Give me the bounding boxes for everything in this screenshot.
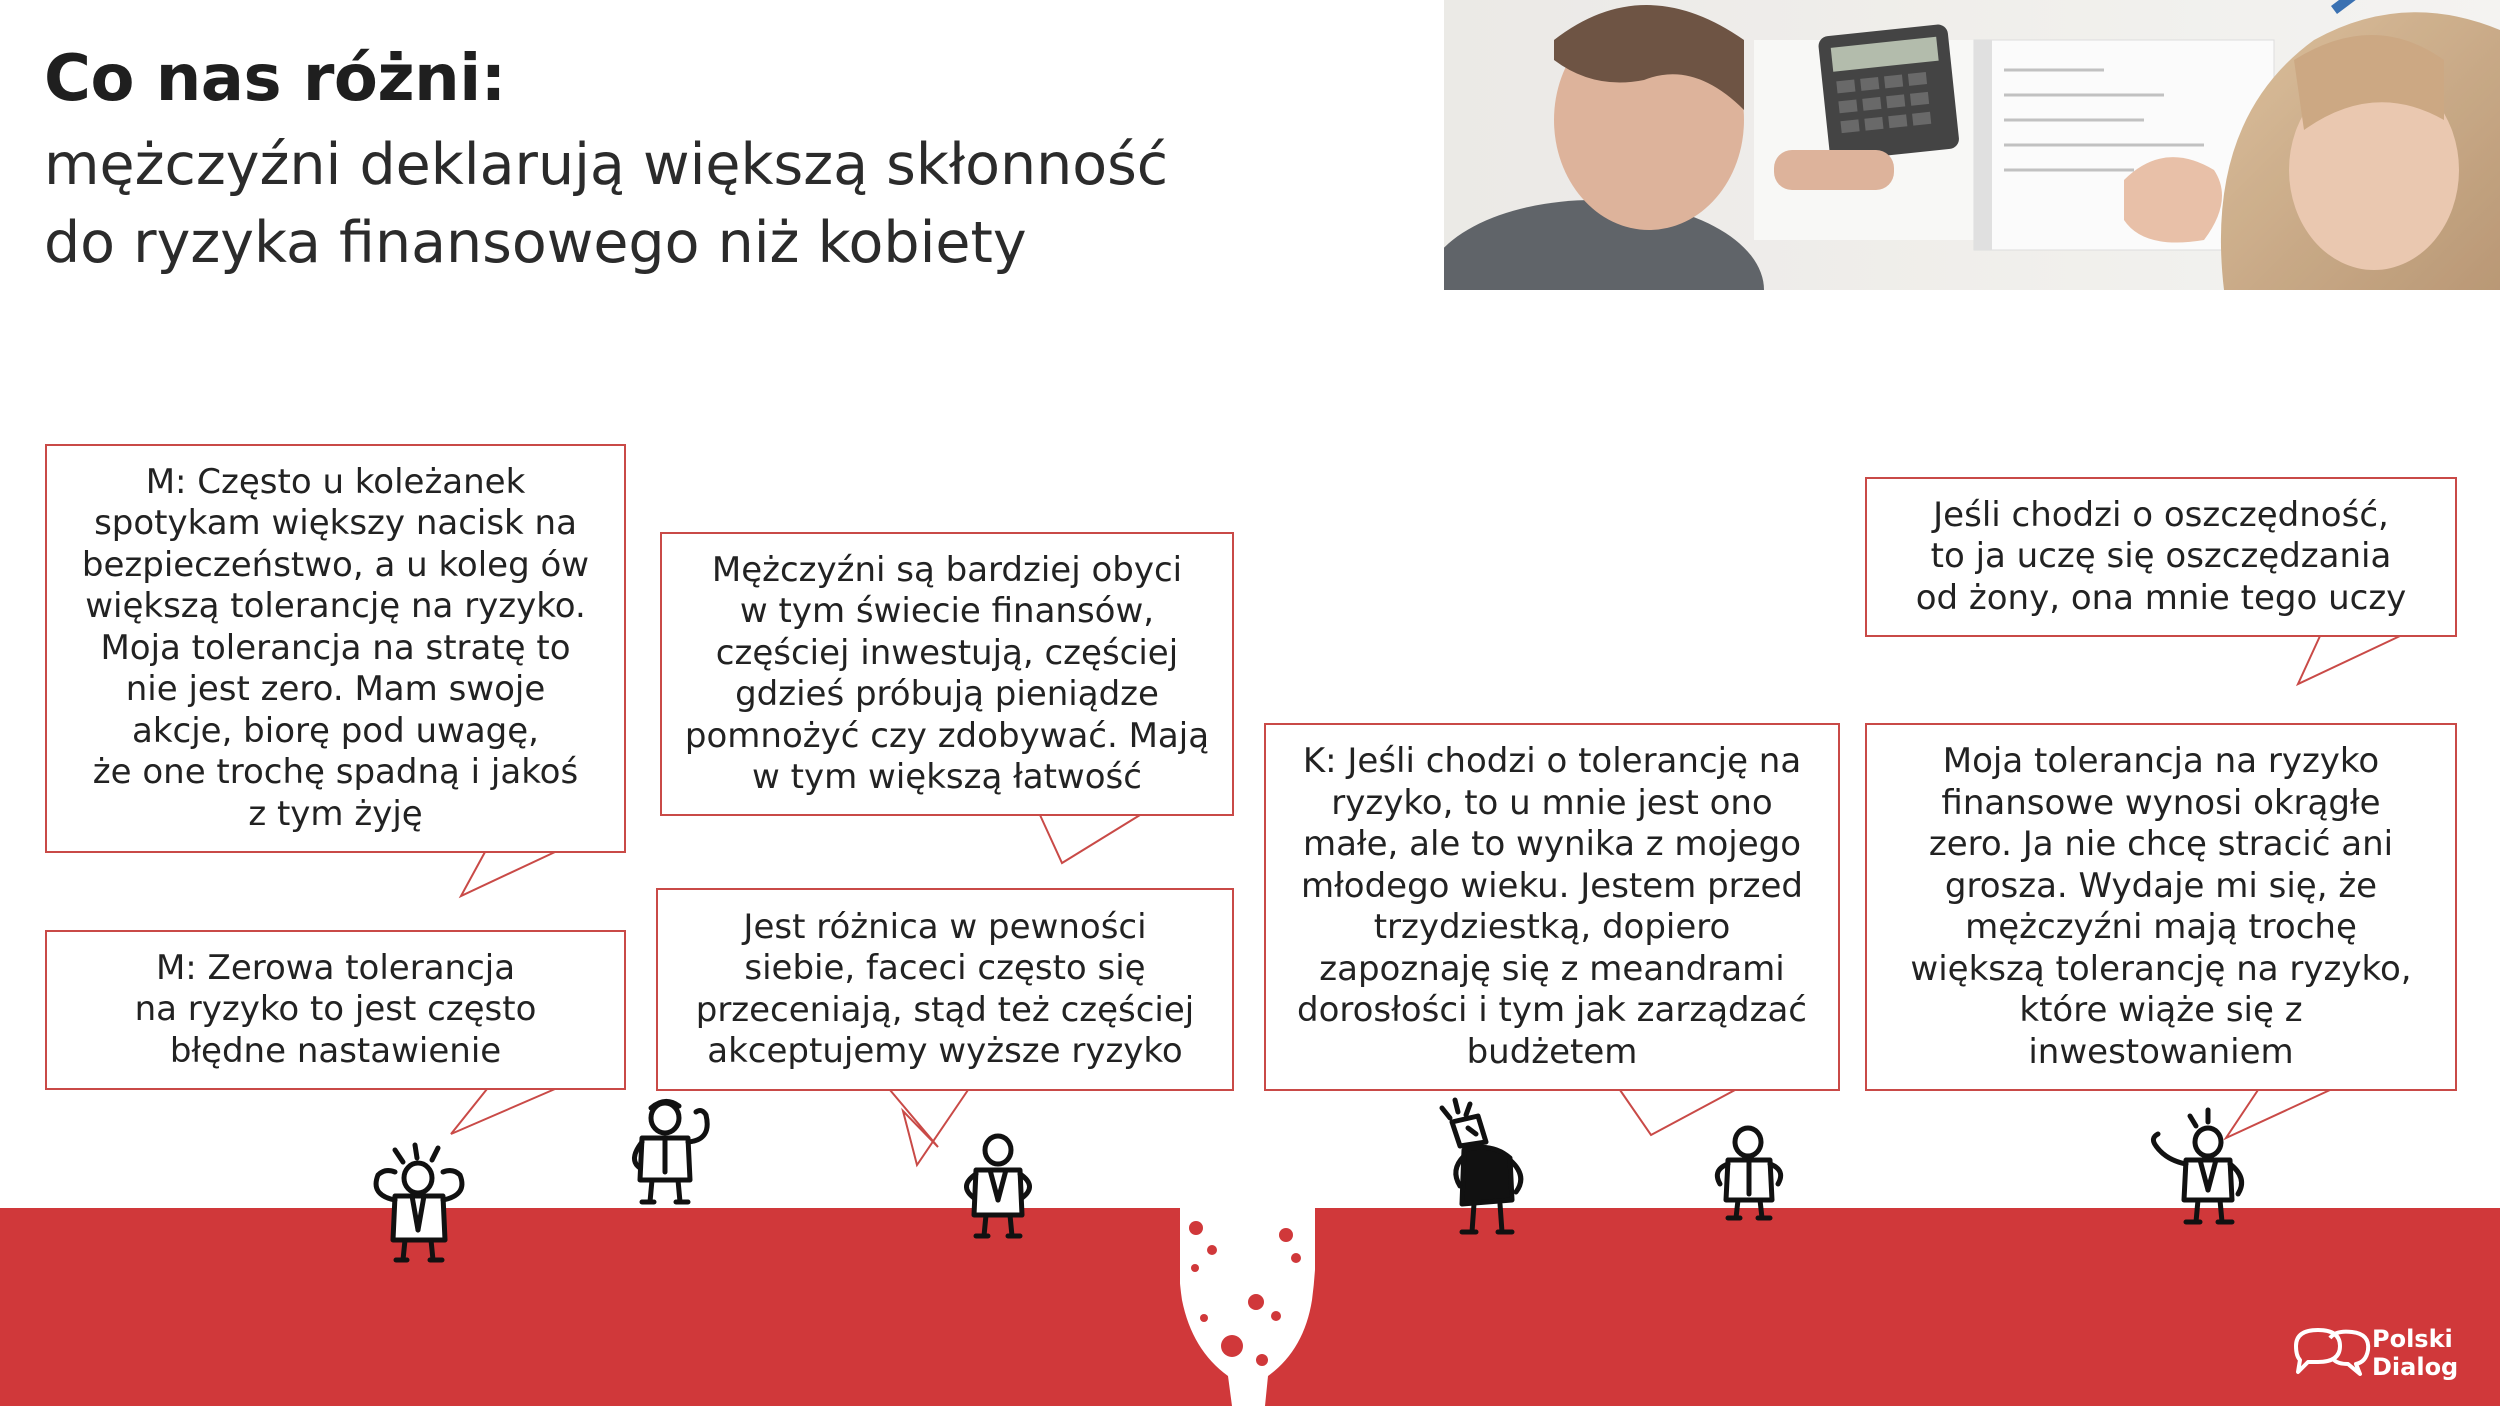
quote-line: ryzyko, to u mnie jest ono <box>1331 782 1773 823</box>
quote-line: inwestowaniem <box>2028 1031 2294 1072</box>
quote-line: Moja tolerancja na stratę to <box>100 627 571 668</box>
quote-line: mężczyźni mają trochę <box>1965 907 2357 947</box>
quote-line: M: Zerowa tolerancja <box>155 947 516 988</box>
quote-line: które wiąże się z <box>2019 990 2303 1030</box>
quote-line: bezpieczeństwo, a u koleg ów <box>81 544 590 585</box>
quote-line: młodego wieku. Jestem przed <box>1301 865 1803 906</box>
quote-line: nie jest zero. Mam swoje <box>125 669 546 710</box>
subtitle-line: mężczyźni deklarują większą skłonność <box>44 132 1169 198</box>
quote-line: przeceniają, stąd też częściej <box>695 989 1195 1030</box>
quote-line: siebie, faceci często się <box>744 948 1146 988</box>
polski-dialog-logo[interactable] <box>2372 1325 2458 1381</box>
quote-line: zapoznaję się z meandrami <box>1319 948 1785 989</box>
logo-line-1: Polski <box>2372 1325 2453 1353</box>
quote-line: dorosłości i tym jak zarządzać <box>1297 990 1807 1030</box>
quote-line: Jest różnica w pewności <box>743 906 1147 947</box>
quote-line: błędne nastawienie <box>169 1030 502 1071</box>
quote-line: spotykam większy nacisk na <box>94 503 577 544</box>
quote-line: w tym większą łatwość <box>752 757 1142 797</box>
quote-line: budżetem <box>1466 1031 1638 1072</box>
quote-line: małe, ale to wynika z mojego <box>1302 824 1802 864</box>
quote-line: z tym żyję <box>248 793 423 834</box>
quote-line: w tym świecie finansów, <box>739 591 1155 631</box>
quote-line: Mężczyźni są bardziej obyci <box>711 549 1183 590</box>
page-title: Co nas różni: <box>44 42 506 116</box>
quote-line: gdzieś próbują pieniądze <box>735 674 1159 714</box>
quote-line: trzydziestką, dopiero <box>1373 907 1731 947</box>
quote-line: K: Jeśli chodzi o tolerancję na <box>1302 741 1802 781</box>
quote-line: większą tolerancję na ryzyko. <box>85 586 586 627</box>
quote-line: Jeśli chodzi o oszczędność, <box>1933 494 2389 535</box>
subtitle-line: do ryzyka finansowego niż kobiety <box>44 210 1027 276</box>
logo-line-2: Dialog <box>2372 1353 2459 1381</box>
quote-line: pomnożyć czy zdobywać. Mają <box>684 715 1210 756</box>
figure-pointing <box>2153 1110 2241 1222</box>
figure-thinking <box>634 1101 707 1202</box>
quote-line: akceptujemy wyższe ryzyko <box>707 1031 1183 1071</box>
quote-line: częściej inwestują, częściej <box>715 632 1179 673</box>
quote-line: M: Często u koleżanek <box>145 461 526 502</box>
quote-line: od żony, ona mnie tego uczy <box>1915 577 2407 618</box>
quote-line: że one trochę spadną i jakoś <box>92 752 579 793</box>
quote-line: grosza. Wydaje mi się, że <box>1944 865 2378 906</box>
quote-line: Moja tolerancja na ryzyko <box>1942 741 2380 781</box>
quote-line: większą tolerancję na ryzyko, <box>1910 948 2412 989</box>
quote-line: zero. Ja nie chcę stracić ani <box>1928 824 2394 864</box>
quote-line: to ja uczę się oszczędzania <box>1930 536 2392 577</box>
quote-line: akcje, biorę pod uwagę, <box>131 710 539 751</box>
figure-worried-1 <box>376 1145 462 1260</box>
quote-line: finansowe wynosi okrągłe <box>1941 782 2381 823</box>
figure-hands-on-hips <box>966 1136 1029 1236</box>
quote-line: na ryzyko to jest często <box>134 989 537 1030</box>
figure-stressed <box>1442 1100 1521 1232</box>
figure-shrugging <box>1717 1128 1780 1218</box>
